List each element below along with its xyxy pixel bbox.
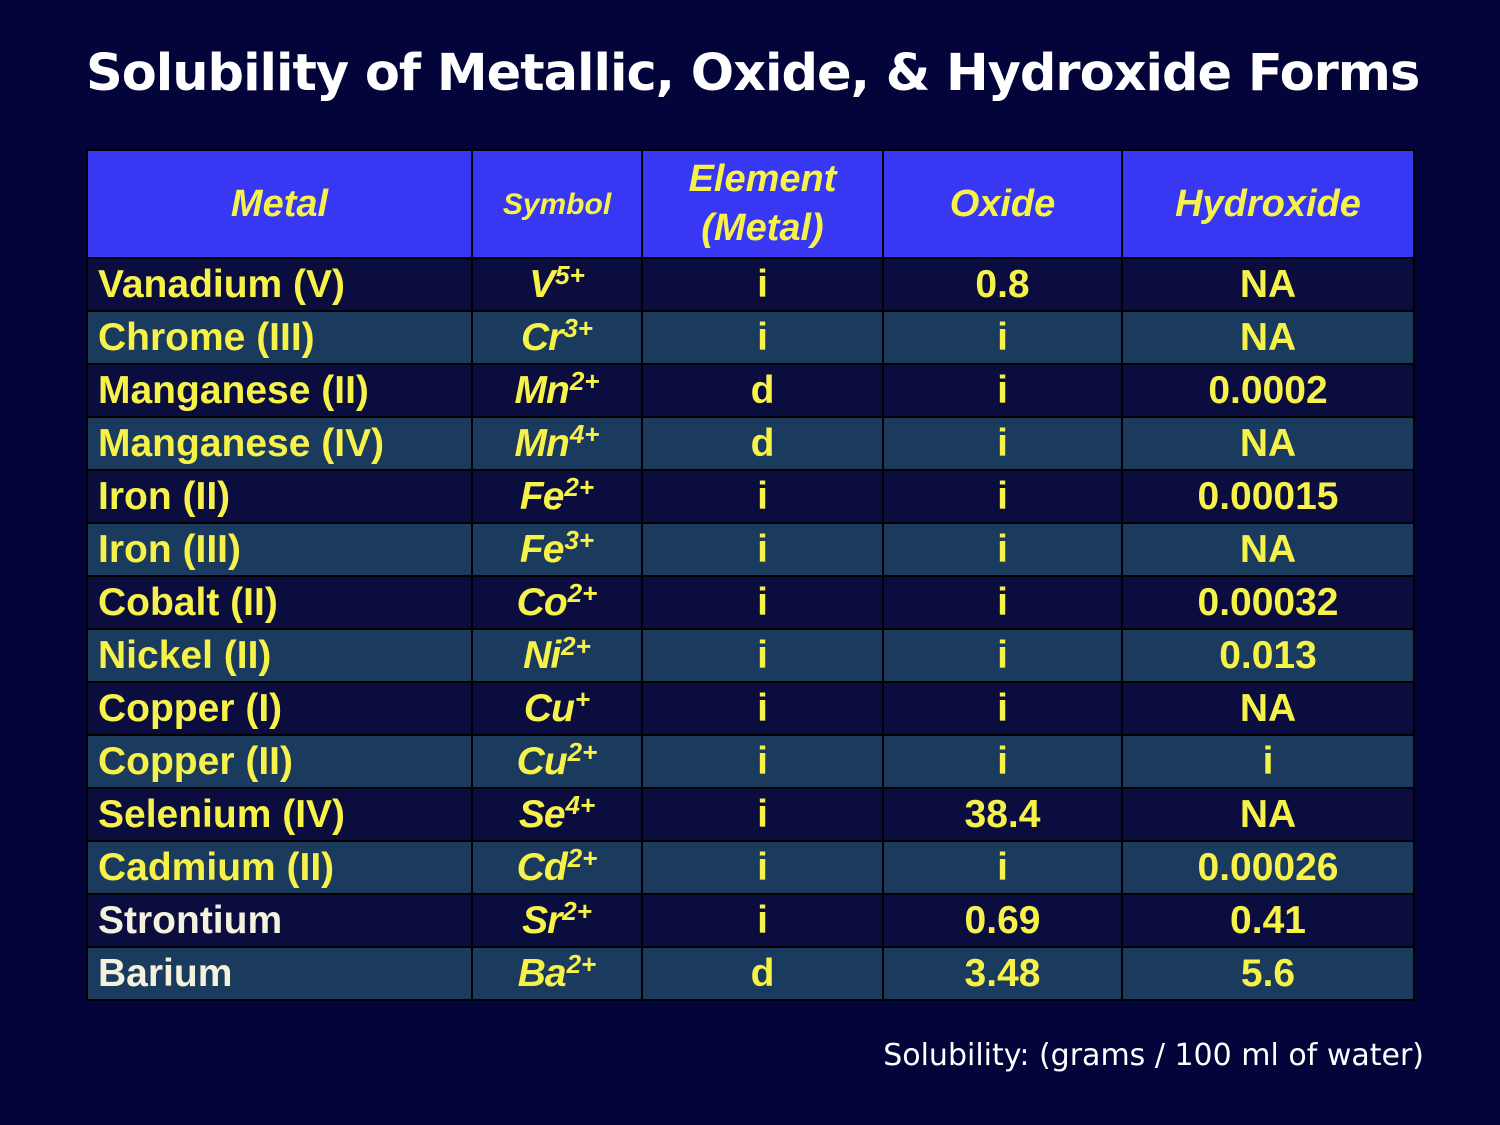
oxide-solubility-cell: i bbox=[883, 629, 1122, 682]
hydroxide-solubility-cell: 0.0002 bbox=[1122, 364, 1414, 417]
header-row bbox=[87, 150, 1414, 258]
element-solubility-cell: d bbox=[642, 417, 883, 470]
hydroxide-solubility-cell: 0.013 bbox=[1122, 629, 1414, 682]
oxide-solubility-cell: i bbox=[883, 417, 1122, 470]
element-solubility-cell: i bbox=[642, 894, 883, 947]
header-metal: Metal bbox=[87, 150, 472, 258]
ion-symbol: Mn bbox=[514, 422, 569, 465]
symbol-cell bbox=[472, 311, 642, 364]
hydroxide-solubility-cell: NA bbox=[1122, 682, 1414, 735]
metal-name-cell: Cobalt (II) bbox=[87, 576, 472, 629]
metal-name-cell: Copper (II) bbox=[87, 735, 472, 788]
table-row bbox=[87, 311, 1414, 364]
ion-charge: 2+ bbox=[561, 631, 591, 661]
metal-name-cell: Nickel (II) bbox=[87, 629, 472, 682]
ion-charge: 5+ bbox=[555, 260, 585, 290]
element-solubility-cell: i bbox=[642, 682, 883, 735]
table-row bbox=[87, 417, 1414, 470]
ion-charge: 4+ bbox=[569, 419, 600, 449]
ion-symbol: Ni bbox=[523, 634, 561, 677]
table-body bbox=[87, 258, 1414, 1000]
metal-name-cell: Strontium bbox=[87, 894, 472, 947]
element-solubility-cell: d bbox=[642, 364, 883, 417]
ion-symbol: Se bbox=[518, 793, 565, 836]
element-solubility-cell: i bbox=[642, 629, 883, 682]
ion-symbol: Cr bbox=[521, 316, 563, 359]
ion-charge: 2+ bbox=[562, 896, 592, 926]
metal-name-cell: Iron (II) bbox=[87, 470, 472, 523]
table-row bbox=[87, 788, 1414, 841]
table-row bbox=[87, 258, 1414, 311]
hydroxide-solubility-cell: NA bbox=[1122, 311, 1414, 364]
hydroxide-solubility-cell: NA bbox=[1122, 788, 1414, 841]
symbol-cell bbox=[472, 947, 642, 1000]
table-row bbox=[87, 682, 1414, 735]
oxide-solubility-cell: 0.8 bbox=[883, 258, 1122, 311]
symbol-cell bbox=[472, 841, 642, 894]
symbol-cell bbox=[472, 629, 642, 682]
oxide-solubility-cell: i bbox=[883, 523, 1122, 576]
symbol-cell bbox=[472, 470, 642, 523]
ion-symbol: Mn bbox=[514, 369, 569, 412]
metal-name-cell: Copper (I) bbox=[87, 682, 472, 735]
solubility-table bbox=[86, 149, 1415, 1001]
ion-symbol: Fe bbox=[519, 528, 564, 571]
table-row bbox=[87, 470, 1414, 523]
slide-title: Solubility of Metallic, Oxide, & Hydroxide Forms bbox=[86, 44, 1420, 103]
header-symbol: Symbol bbox=[472, 150, 642, 258]
ion-charge: 2+ bbox=[569, 366, 600, 396]
metal-name-cell: Selenium (IV) bbox=[87, 788, 472, 841]
hydroxide-solubility-cell: NA bbox=[1122, 417, 1414, 470]
element-solubility-cell: i bbox=[642, 311, 883, 364]
metal-name-cell: Iron (III) bbox=[87, 523, 472, 576]
table-row bbox=[87, 894, 1414, 947]
symbol-cell bbox=[472, 576, 642, 629]
hydroxide-solubility-cell: 5.6 bbox=[1122, 947, 1414, 1000]
symbol-cell bbox=[472, 682, 642, 735]
hydroxide-solubility-cell: 0.00015 bbox=[1122, 470, 1414, 523]
ion-symbol: V bbox=[529, 263, 555, 306]
metal-name-cell: Barium bbox=[87, 947, 472, 1000]
table-row bbox=[87, 629, 1414, 682]
ion-charge: 2+ bbox=[566, 949, 597, 979]
element-solubility-cell: i bbox=[642, 841, 883, 894]
element-solubility-cell: i bbox=[642, 470, 883, 523]
oxide-solubility-cell: i bbox=[883, 364, 1122, 417]
oxide-solubility-cell: i bbox=[883, 470, 1122, 523]
element-solubility-cell: i bbox=[642, 523, 883, 576]
metal-name-cell: Chrome (III) bbox=[87, 311, 472, 364]
element-solubility-cell: d bbox=[642, 947, 883, 1000]
header-hydroxide: Hydroxide bbox=[1122, 150, 1414, 258]
symbol-cell bbox=[472, 417, 642, 470]
table-row bbox=[87, 576, 1414, 629]
hydroxide-solubility-cell: NA bbox=[1122, 258, 1414, 311]
oxide-solubility-cell: 0.69 bbox=[883, 894, 1122, 947]
element-solubility-cell: i bbox=[642, 735, 883, 788]
metal-name-cell: Vanadium (V) bbox=[87, 258, 472, 311]
oxide-solubility-cell: i bbox=[883, 576, 1122, 629]
element-solubility-cell: i bbox=[642, 258, 883, 311]
ion-symbol: Cd bbox=[516, 846, 567, 889]
oxide-solubility-cell: i bbox=[883, 841, 1122, 894]
ion-charge: + bbox=[574, 684, 591, 714]
hydroxide-solubility-cell: NA bbox=[1122, 523, 1414, 576]
ion-symbol: Ba bbox=[517, 952, 566, 995]
ion-symbol: Sr bbox=[522, 899, 562, 942]
hydroxide-solubility-cell: i bbox=[1122, 735, 1414, 788]
element-solubility-cell: i bbox=[642, 788, 883, 841]
table-row bbox=[87, 735, 1414, 788]
symbol-cell bbox=[472, 258, 642, 311]
hydroxide-solubility-cell: 0.00032 bbox=[1122, 576, 1414, 629]
element-solubility-cell: i bbox=[642, 576, 883, 629]
ion-symbol: Co bbox=[516, 581, 567, 624]
ion-charge: 2+ bbox=[567, 737, 598, 767]
metal-name-cell: Cadmium (II) bbox=[87, 841, 472, 894]
solubility-units-note: Solubility: (grams / 100 ml of water) bbox=[883, 1038, 1424, 1073]
symbol-cell bbox=[472, 735, 642, 788]
oxide-solubility-cell: 3.48 bbox=[883, 947, 1122, 1000]
symbol-cell bbox=[472, 523, 642, 576]
header-element bbox=[642, 150, 883, 258]
hydroxide-solubility-cell: 0.41 bbox=[1122, 894, 1414, 947]
table-row bbox=[87, 523, 1414, 576]
oxide-solubility-cell: i bbox=[883, 311, 1122, 364]
ion-charge: 2+ bbox=[567, 578, 598, 608]
ion-charge: 4+ bbox=[565, 790, 596, 820]
ion-symbol: Fe bbox=[519, 475, 564, 518]
ion-symbol: Cu bbox=[516, 740, 567, 783]
ion-charge: 2+ bbox=[567, 843, 598, 873]
symbol-cell bbox=[472, 788, 642, 841]
ion-symbol: Cu bbox=[523, 687, 574, 730]
oxide-solubility-cell: i bbox=[883, 682, 1122, 735]
metal-name-cell: Manganese (IV) bbox=[87, 417, 472, 470]
header-element-line1: Element bbox=[688, 158, 837, 200]
oxide-solubility-cell: 38.4 bbox=[883, 788, 1122, 841]
table-row bbox=[87, 364, 1414, 417]
ion-charge: 2+ bbox=[564, 472, 595, 502]
oxide-solubility-cell: i bbox=[883, 735, 1122, 788]
table-row bbox=[87, 841, 1414, 894]
hydroxide-solubility-cell: 0.00026 bbox=[1122, 841, 1414, 894]
metal-name-cell: Manganese (II) bbox=[87, 364, 472, 417]
header-oxide: Oxide bbox=[883, 150, 1122, 258]
ion-charge: 3+ bbox=[564, 525, 595, 555]
table-row bbox=[87, 947, 1414, 1000]
symbol-cell bbox=[472, 364, 642, 417]
ion-charge: 3+ bbox=[563, 313, 593, 343]
header-element-line2: (Metal) bbox=[701, 207, 824, 249]
symbol-cell bbox=[472, 894, 642, 947]
